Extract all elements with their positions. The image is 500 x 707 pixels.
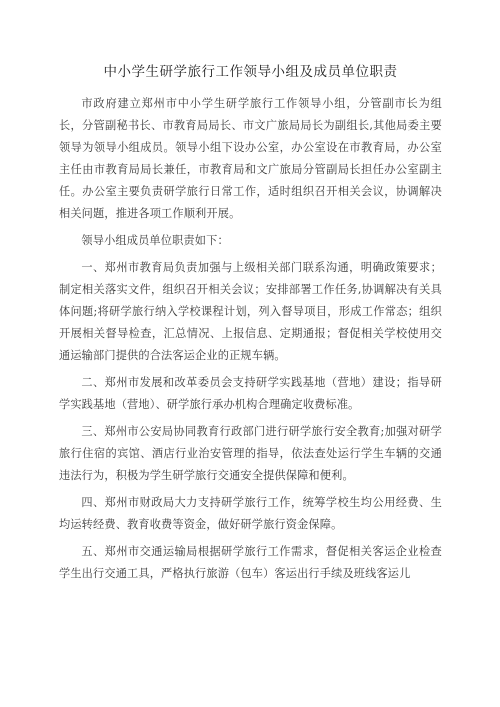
public-security-duties: 三、郑州市公安局协同教育行政部门进行研学旅行安全教育;加强对研学旅行住宿的宾馆、酒店行业治安管理的指导，依法查处运行学生车辆的交通违法行为，积极为学生研学旅行交通安全提供保障和便利。 <box>59 425 442 482</box>
duties-lead-paragraph: 领导小组成员单位职责如下： <box>81 234 229 247</box>
education-bureau-duties: 一、郑州市教育局负责加强与上级相关部门联系沟通，明确政策要求；制定相关落实文件，组织召开相关会议；安排部署工作任务,协调解决有关具体问题;将研学旅行纳入学校课程计划，列入督导项目，形成工作常态；组织开展相关督导检查，汇总情况、上报信息、定期通报；督促相关学校使用交通运输部门提供的合法客运企业的正规车辆。 <box>59 261 442 362</box>
document-title: 中小学生研学旅行工作领导小组及成员单位职责 <box>103 64 398 80</box>
development-reform-duties: 二、郑州市发展和改革委员会支持研学实践基地（营地）建设；指导研学实践基地（营地）、研学旅行承办机构合理确定收费标准。 <box>59 376 442 411</box>
intro-paragraph: 市政府建立郑州市中小学生研学旅行工作领导小组，分管副市长为组长，分管副秘书长、市教育局局长、市文广旅局局长为副组长,其他局委主要领导为领导小组成员。领导小组下设办公室，办公室设在市教育局，办公室主任由市教育局局长兼任，市教育局和文广旅局分管副局长担任办公室副主任。办公室主要负责研学旅行日常工作，适时组织召开相关会议，协调解决相关问题，推进各项工作顺利开展。 <box>59 97 442 220</box>
finance-bureau-duties: 四、郑州市财政局大力支持研学旅行工作，统筹学校生均公用经费、生均运转经费、教育收费等资金，做好研学旅行资金保障。 <box>59 496 442 531</box>
transport-bureau-duties: 五、郑州市交通运输局根据研学旅行工作需求，督促相关客运企业检查学生出行交通工具，严格执行旅游（包车）客运出行手续及班线客运儿 <box>59 545 442 580</box>
